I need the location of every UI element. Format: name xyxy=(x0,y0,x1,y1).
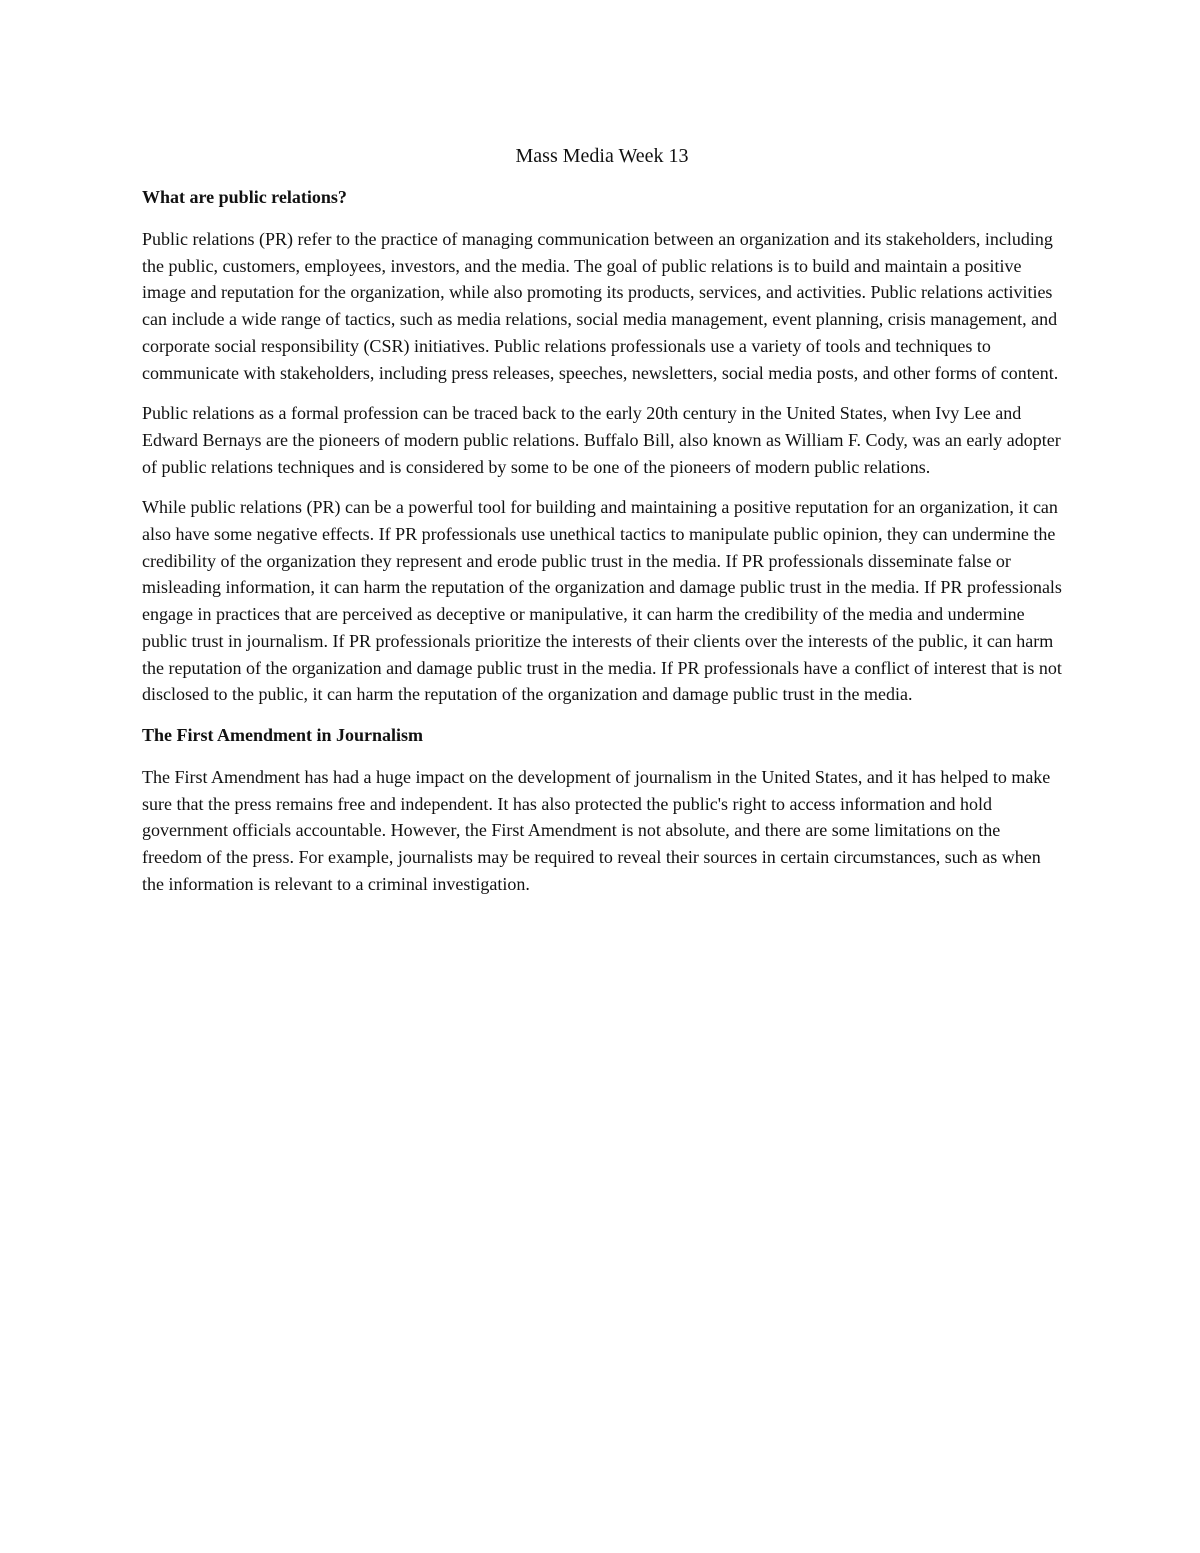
section-heading: The First Amendment in Journalism xyxy=(142,724,424,745)
paragraph: Public relations as a formal profession can be traced back to the early 20th century in the United States, when Ivy Lee and Edward Bernays are the pioneers of modern public relations. Buffalo Bill, also known as William F. Cody, was an early adopter of public relations techniques and is considered by some to be one of the pioneers of modern public relations. xyxy=(142,403,1061,477)
section-public-relations xyxy=(142,184,1062,708)
paragraph: The First Amendment has had a huge impact on the development of journalism in the United States, and it has helped to make sure that the press remains free and independent. It has also protected the public's right to access information and hold government officials accountable. However, the First Amendment is not absolute, and there are some limitations on the freedom of the press. For example, journalists may be required to reveal their sources in certain circumstances, such as when the information is relevant to a criminal investigation. xyxy=(142,766,1051,894)
paragraph: While public relations (PR) can be a powerful tool for building and maintaining a positive reputation for an organization, it can also have some negative effects. If PR professionals use unethical tactics to manipulate public opinion, they can undermine the credibility of the organization they represent and erode public trust in the media. If PR professionals disseminate false or misleading information, it can harm the reputation of the organization and damage public trust in the media. If PR professionals engage in practices that are perceived as deceptive or manipulative, it can harm the credibility of the media and undermine public trust in journalism. If PR professionals prioritize the interests of their clients over the interests of the public, it can harm the reputation of the organization and damage public trust in the media. If PR professionals have a conflict of interest that is not disclosed to the public, it can harm the reputation of the organization and damage public trust in the media. xyxy=(142,497,1062,705)
paragraph: Public relations (PR) refer to the practice of managing communication between an organization and its stakeholders, including the public, customers, employees, investors, and the media. The goal of public relations is to build and maintain a positive image and reputation for the organization, while also promoting its products, services, and activities. Public relations activities can include a wide range of tactics, such as media relations, social media management, event planning, crisis management, and corporate social responsibility (CSR) initiatives. Public relations professionals use a variety of tools and techniques to communicate with stakeholders, including press releases, speeches, newsletters, social media posts, and other forms of content. xyxy=(142,229,1059,383)
section-heading: What are public relations? xyxy=(142,187,347,207)
document-body xyxy=(142,140,1062,911)
document-title: Mass Media Week 13 xyxy=(515,145,689,167)
section-first-amendment xyxy=(142,722,1062,898)
